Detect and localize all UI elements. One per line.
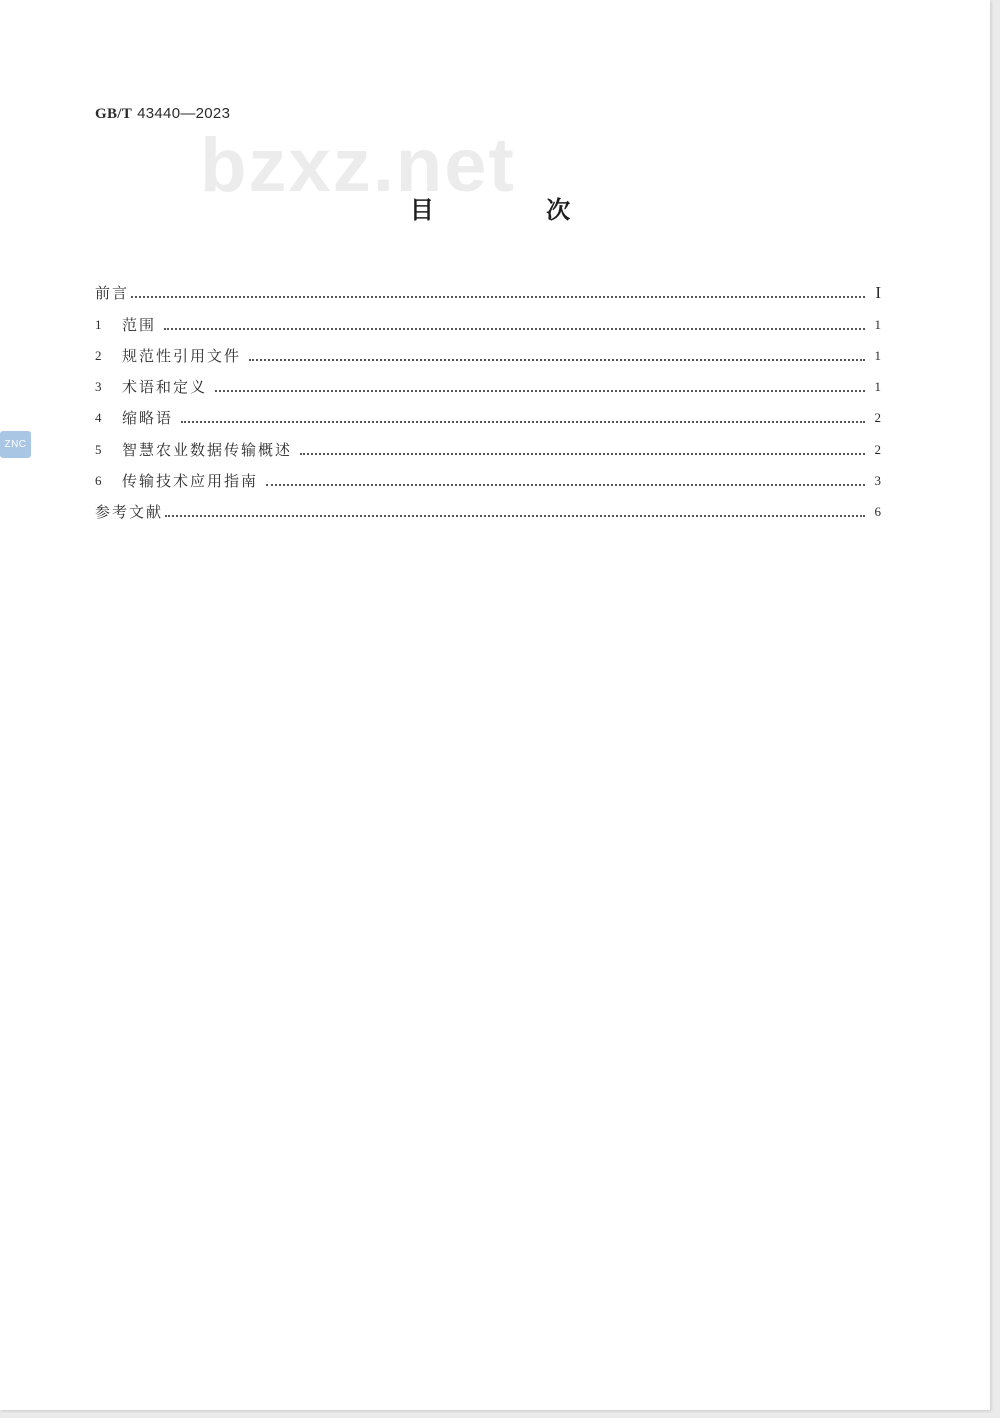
toc-entry-number: 1 <box>95 316 102 332</box>
toc-entry-label: 术语和定义 <box>122 378 208 397</box>
toc-entry-application-guide[interactable] <box>95 462 881 493</box>
toc-entry-page: I <box>875 283 881 303</box>
toc-entry-number: 3 <box>95 379 102 395</box>
dot-leader <box>215 390 865 392</box>
toc-entry-page: 3 <box>874 473 881 489</box>
toc-entry-foreword[interactable] <box>95 274 881 305</box>
toc-entry-number: 4 <box>95 410 102 426</box>
toc-entry-label: 范围 <box>122 315 157 334</box>
toc-entry-label: 规范性引用文件 <box>122 346 242 365</box>
toc-entry-label: 智慧农业数据传输概述 <box>122 440 293 459</box>
toc-entry-page: 2 <box>874 410 881 426</box>
toc-entry-page: 1 <box>874 347 881 363</box>
toc-entry-page: 6 <box>874 504 881 520</box>
page-title: 目 次 <box>409 196 623 224</box>
toc-entry-label: 缩略语 <box>122 409 174 428</box>
standard-code <box>95 104 230 123</box>
side-tab-badge[interactable]: ZNC <box>0 431 31 458</box>
dot-leader <box>131 296 865 298</box>
toc-entry-number: 6 <box>95 473 102 489</box>
standard-number: 43440—2023 <box>137 105 231 122</box>
toc-entry-label: 传输技术应用指南 <box>122 472 259 491</box>
toc-entry-page: 1 <box>874 379 881 395</box>
standard-prefix: GB/T <box>95 106 133 122</box>
table-of-contents <box>95 274 881 524</box>
toc-entry-bibliography[interactable] <box>95 493 881 524</box>
toc-entry-page: 1 <box>874 316 881 332</box>
dot-leader <box>249 359 865 361</box>
dot-leader <box>181 421 865 423</box>
toc-entry-scope[interactable] <box>95 305 881 336</box>
toc-entry-label: 前言 <box>95 284 130 303</box>
toc-entry-terms-definitions[interactable] <box>95 368 881 399</box>
dot-leader <box>300 453 865 455</box>
toc-entry-overview[interactable] <box>95 430 881 461</box>
toc-entry-page: 2 <box>874 441 881 457</box>
dot-leader <box>266 484 865 486</box>
toc-entry-abbreviations[interactable] <box>95 399 881 430</box>
toc-entry-normative-references[interactable] <box>95 337 881 368</box>
dot-leader <box>164 328 865 330</box>
toc-entry-number: 5 <box>95 441 102 457</box>
watermark: bzxz.net <box>200 123 516 208</box>
dot-leader <box>165 515 865 517</box>
toc-entry-label: 参考文献 <box>95 503 164 522</box>
toc-entry-number: 2 <box>95 347 102 363</box>
